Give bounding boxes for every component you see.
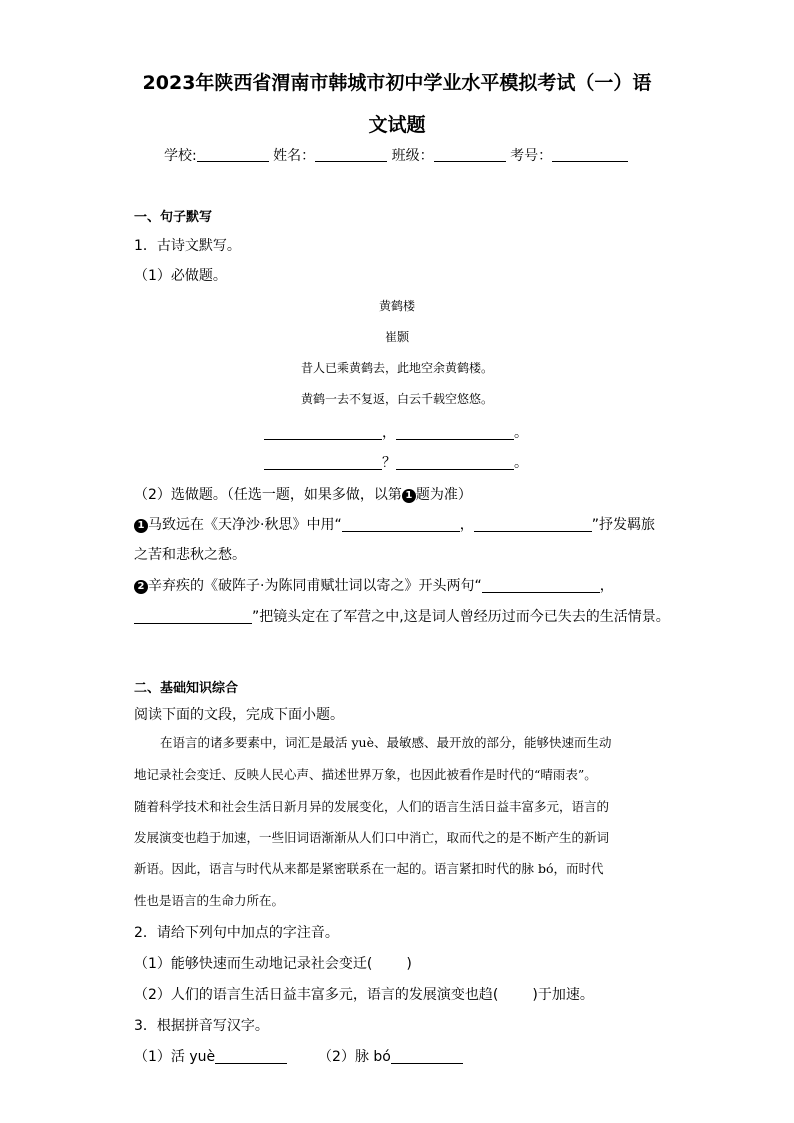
answer-blank[interactable]: [264, 455, 382, 470]
question3: 3．根据拼音写汉字。: [134, 1018, 269, 1034]
passage-line6: 性也是语言的生命力所在。: [134, 893, 285, 908]
passage-line1: 在语言的诸多要素中，词汇是最活 yuè、最敏感、最开放的部分，能够快速而生动: [160, 735, 612, 750]
option1-text-b: ”抒发羁旅: [591, 517, 655, 533]
answer-blank[interactable]: [396, 425, 514, 440]
poem-line1: 昔人已乘黄鹤去，此地空余黄鹤楼。: [300, 361, 493, 375]
number-field[interactable]: [552, 147, 628, 162]
section2-heading: 二、基础知识综合: [134, 681, 239, 696]
option2-cont: [134, 606, 670, 626]
passage-line4: 发展演变也趋于加速，一些旧词语渐渐从人们口中消亡，取而代之的是不断产生的新词: [134, 830, 610, 845]
class-label: 班级：: [391, 148, 434, 164]
q1-2-end: 题为准）: [415, 487, 472, 503]
question1-part1: （1）必做题。: [134, 268, 227, 284]
q1-2-text: （2）选做题。（任选一题，如果多做，以第: [134, 487, 402, 503]
poem-blank-row1: [264, 422, 528, 442]
poem-author: 崔颢: [384, 330, 409, 344]
passage-line3: 随着科学技术和社会生活日新月异的发展变化，人们的语言生活日益丰富多元，语言的: [134, 799, 610, 814]
number-label: 考号：: [510, 148, 553, 164]
q3-1-text: （1）活 yuè: [134, 1049, 216, 1065]
period: 。: [514, 455, 528, 471]
poem-blank-row2: [264, 452, 528, 472]
option1-text-a: 马致远在《天净沙·秋思》中用“: [148, 517, 342, 533]
answer-blank[interactable]: [482, 578, 600, 593]
option2: [134, 575, 614, 595]
answer-blank[interactable]: [215, 1049, 287, 1064]
question2-part1: [134, 953, 412, 973]
option1-cont: 之苦和悲秋之愁。: [134, 547, 246, 563]
passage-line2: 地记录社会变迁、反映人民心声、描述世界万象，也因此被看作是时代的“晴雨表”。: [134, 767, 597, 782]
q2-1-close: ): [406, 956, 412, 972]
question-mark: ？: [382, 455, 396, 471]
period: 。: [514, 425, 528, 441]
exam-title-line1: 2023年陕西省渭南市韩城市初中学业水平模拟考试（一）语: [142, 72, 652, 94]
q2-2-text: （2）人们的语言生活日益丰富多元，语言的发展演变也趋(: [134, 987, 499, 1003]
circled-number: 1: [402, 489, 416, 503]
answer-blank[interactable]: [391, 1049, 463, 1064]
answer-blank[interactable]: [342, 517, 460, 532]
exam-title-line2: 文试题: [368, 114, 426, 136]
school-field[interactable]: [197, 147, 269, 162]
name-label: 姓名：: [273, 148, 316, 164]
question3-parts: [134, 1046, 463, 1066]
poem-line2: 黄鹤一去不复返，白云千载空悠悠。: [300, 392, 493, 406]
question1: 1．古诗文默写。: [134, 238, 241, 254]
answer-blank[interactable]: [264, 425, 382, 440]
circled-number: 2: [134, 580, 148, 594]
comma: ，: [382, 425, 396, 441]
q2-2-end: )于加速。: [532, 987, 594, 1003]
class-field[interactable]: [434, 147, 506, 162]
school-label: 学校:: [164, 148, 197, 164]
option1: [134, 514, 655, 534]
passage-line5: 新语。因此，语言与时代从来都是紧密联系在一起的。语言紧扣时代的脉 bó，而时代: [134, 861, 604, 876]
student-info-row: [164, 145, 628, 165]
answer-blank[interactable]: [474, 517, 592, 532]
section1-heading: 一、句子默写: [134, 210, 213, 225]
section2-intro: 阅读下面的文段，完成下面小题。: [134, 707, 344, 723]
option2-text-b: ”把镜头定在了军营之中,这是词人曾经历过而今已失去的生活情景。: [252, 609, 670, 625]
question2: 2．请给下列句中加点的字注音。: [134, 925, 339, 941]
q2-1-text: （1）能够快速而生动地记录社会变迁(: [134, 956, 373, 972]
comma: ，: [599, 578, 614, 594]
answer-blank[interactable]: [396, 455, 514, 470]
comma: ，: [459, 517, 474, 533]
option2-text-a: 辛弃疾的《破阵子·为陈同甫赋壮词以寄之》开头两句“: [148, 578, 482, 594]
question1-part2: [134, 484, 472, 504]
circled-number: 1: [134, 519, 148, 533]
question2-part2: [134, 984, 594, 1004]
q3-2-text: （2）脉 bó: [318, 1049, 391, 1065]
name-field[interactable]: [315, 147, 387, 162]
answer-blank[interactable]: [134, 609, 252, 624]
poem-title: 黄鹤楼: [378, 299, 415, 313]
